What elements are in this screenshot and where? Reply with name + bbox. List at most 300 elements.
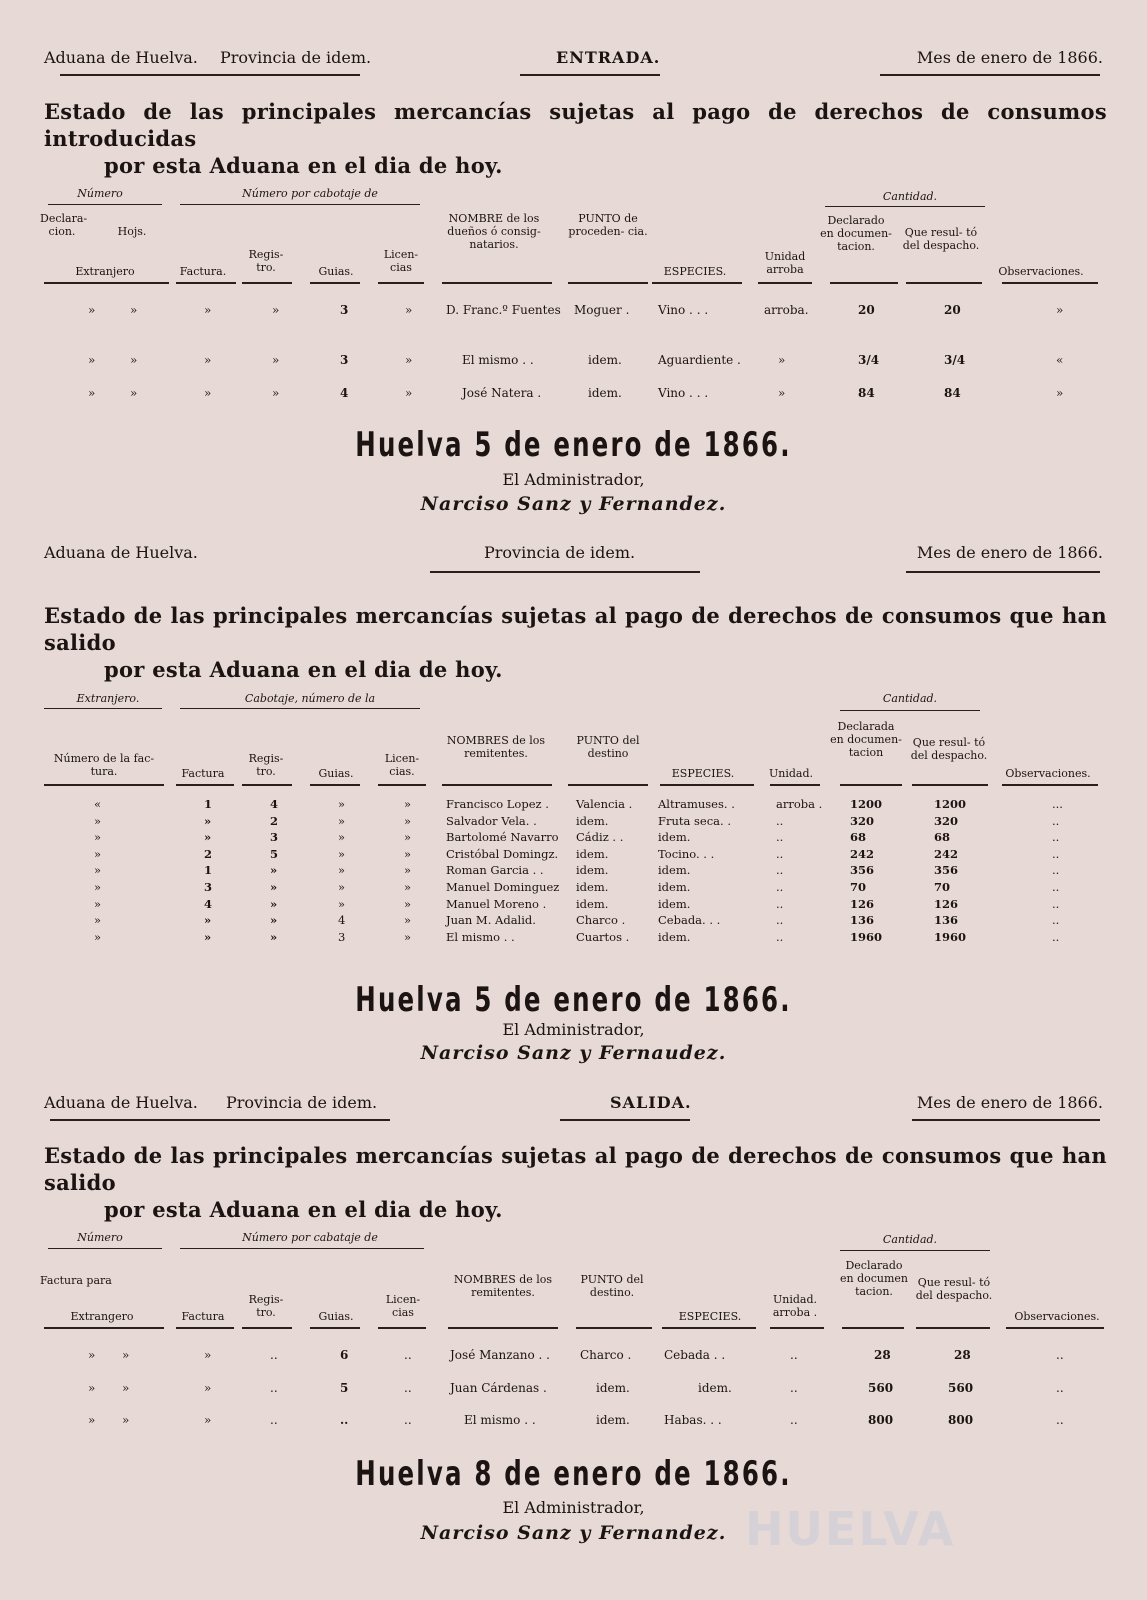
group-rule bbox=[48, 1248, 162, 1249]
cell-punto: idem. bbox=[576, 863, 609, 878]
col-numero-factura: Número de la fac- tura. bbox=[53, 752, 155, 778]
header-underline bbox=[442, 784, 552, 786]
cell-registro: 3 bbox=[270, 830, 279, 845]
cell-unidad: .. bbox=[776, 863, 784, 878]
cell-factura: 2 bbox=[204, 846, 213, 861]
col-especies: ESPECIES. bbox=[678, 1310, 742, 1323]
cell-guias: » bbox=[338, 830, 346, 845]
header-provincia: Provincia de idem. bbox=[220, 48, 372, 67]
cell-resulto: 1960 bbox=[934, 929, 967, 944]
cell-declarada: 68 bbox=[850, 830, 867, 845]
cell-unidad: .. bbox=[776, 929, 784, 944]
group-numero: Número bbox=[77, 187, 123, 200]
header-underline bbox=[1002, 282, 1098, 284]
header-underline bbox=[660, 784, 754, 786]
title-line: Estado de las principales mercancías sujetas al pago de derechos de consumos que han salido bbox=[44, 1143, 1107, 1195]
cell-numero: » bbox=[94, 913, 102, 928]
date-line: Huelva 5 de enero de 1866. bbox=[355, 425, 792, 465]
col-registro: Regis- tro. bbox=[248, 248, 284, 274]
title-line: por esta Aduana en el dia de hoy. bbox=[104, 657, 503, 682]
group-cabotaje: Cabotaje, número de la bbox=[244, 692, 376, 705]
cell-nombre: José Manzano . . bbox=[450, 1348, 550, 1362]
section-title bbox=[44, 602, 1107, 683]
cell-factura: » bbox=[204, 913, 212, 928]
col-factura-para: Factura para bbox=[40, 1274, 112, 1287]
cell-numero: » bbox=[94, 880, 102, 894]
col-nombre: NOMBRE de los dueños ó consig- natarios. bbox=[447, 212, 541, 251]
header-rule bbox=[60, 74, 360, 76]
cell-registro: 2 bbox=[270, 813, 279, 828]
header-underline bbox=[378, 282, 424, 284]
cell-unidad: » bbox=[778, 386, 786, 400]
cell-punto: Charco . bbox=[576, 913, 626, 928]
cell-registro: » bbox=[272, 353, 280, 367]
col-unidad: Unidad. bbox=[768, 767, 813, 780]
header-underline bbox=[758, 282, 812, 284]
cell-registro: .. bbox=[270, 1413, 278, 1427]
cell-obs: .. bbox=[1056, 1348, 1064, 1362]
col-unidad: Unidad arroba bbox=[764, 250, 806, 276]
header-underline bbox=[176, 784, 234, 786]
cell-nombre: Roman Garcia . . bbox=[446, 863, 544, 878]
cell-numero: » bbox=[94, 846, 102, 861]
header-underline bbox=[916, 1327, 990, 1329]
cell-especie: idem. bbox=[658, 896, 691, 911]
title-line: Estado de las principales mercancías sujetas al pago de derechos de consumos que han salido bbox=[44, 603, 1107, 655]
cell-licencias: » bbox=[404, 846, 412, 861]
cell-punto: idem. bbox=[576, 896, 609, 911]
cell-especie: Vino . . . bbox=[658, 303, 709, 317]
header-underline bbox=[378, 1327, 426, 1329]
header-underline bbox=[44, 282, 169, 284]
cell-resulto: 800 bbox=[948, 1413, 974, 1427]
cell-guias: » bbox=[338, 813, 346, 828]
cell-declarado: 800 bbox=[868, 1413, 894, 1427]
cell-unidad: .. bbox=[776, 896, 784, 911]
cell-declarada: 1960 bbox=[850, 929, 883, 944]
cell-nombre: Juan Cárdenas . bbox=[450, 1381, 547, 1395]
col-especies: ESPECIES. bbox=[663, 265, 727, 278]
cell-punto: idem. bbox=[576, 846, 609, 861]
cell-nombre: El mismo . . bbox=[462, 353, 534, 367]
cell-punto: Moguer . bbox=[574, 303, 630, 317]
col-resulto: Que resul- tó del despacho. bbox=[910, 736, 988, 762]
cell-factura: » bbox=[204, 929, 212, 944]
admin-label: El Administrador, bbox=[502, 1020, 645, 1039]
cell-obs: .. bbox=[1052, 863, 1060, 878]
cell-obs: .. bbox=[1056, 1381, 1064, 1395]
col-guias: Guias. bbox=[318, 1310, 354, 1323]
group-rule bbox=[180, 1248, 424, 1249]
cell-declarado: 560 bbox=[868, 1381, 894, 1395]
header-underline bbox=[310, 784, 360, 786]
cell-obs: « bbox=[1056, 353, 1064, 367]
cell-numero: » bbox=[94, 929, 102, 944]
cell-guias: 6 bbox=[340, 1348, 349, 1362]
admin-label: El Administrador, bbox=[502, 1498, 645, 1517]
header-underline bbox=[912, 784, 988, 786]
date-line: Huelva 8 de enero de 1866. bbox=[355, 1454, 792, 1494]
cell-licencias: .. bbox=[404, 1413, 412, 1427]
group-rule bbox=[48, 204, 162, 205]
header-rule bbox=[880, 74, 1100, 76]
cell-factura: » bbox=[204, 386, 212, 400]
header-underline bbox=[242, 282, 292, 284]
group-rule bbox=[840, 1250, 990, 1251]
header-underline bbox=[568, 784, 648, 786]
col-extranjero: Extranjero bbox=[75, 265, 135, 278]
cell-resulto: 1200 bbox=[934, 797, 967, 811]
cell-especie: Altramuses. . bbox=[658, 797, 735, 811]
cell-resulto: 320 bbox=[934, 813, 959, 828]
col-punto: PUNTO del destino bbox=[576, 734, 640, 760]
cell-b: » bbox=[122, 1413, 130, 1427]
cell-especie: idem. bbox=[658, 880, 691, 894]
cell-resulto: 28 bbox=[954, 1348, 971, 1362]
cell-especie: idem. bbox=[658, 929, 691, 944]
header-mes: Mes de enero de 1866. bbox=[916, 543, 1103, 562]
cell-b: » bbox=[130, 386, 138, 400]
header-underline bbox=[840, 784, 902, 786]
col-punto: PUNTO de proceden- cia. bbox=[568, 212, 648, 238]
cell-nombre: Salvador Vela. . bbox=[446, 813, 537, 828]
header-underline bbox=[44, 1327, 164, 1329]
group-cantidad: Cantidad. bbox=[882, 1233, 938, 1246]
cell-a: » bbox=[88, 353, 96, 367]
col-declarado: Declarado en documen- tacion. bbox=[820, 214, 892, 253]
signature: Narciso Sanz y Fernandez. bbox=[420, 493, 727, 515]
cell-licencias: » bbox=[404, 797, 412, 811]
cell-registro: » bbox=[270, 863, 278, 878]
cell-declarada: 126 bbox=[850, 896, 875, 911]
cell-resulto: 136 bbox=[934, 913, 959, 928]
cell-nombre: Bartolomé Navarro bbox=[446, 830, 559, 845]
header-mes: Mes de enero de 1866. bbox=[916, 1093, 1103, 1112]
cell-punto: Cádiz . . bbox=[576, 830, 624, 845]
admin-label: El Administrador, bbox=[502, 470, 645, 489]
cell-especie: idem. bbox=[658, 830, 691, 845]
cell-nombre: Manuel Dominguez bbox=[446, 880, 560, 894]
cell-a: » bbox=[88, 303, 96, 317]
cell-factura: 3 bbox=[204, 880, 213, 894]
col-factura: Factura bbox=[181, 767, 225, 780]
cell-especie: Cebada. . . bbox=[658, 913, 721, 928]
cell-factura: » bbox=[204, 813, 212, 828]
header-underline bbox=[176, 282, 236, 284]
cell-resulto: 84 bbox=[944, 386, 961, 400]
cell-declarada: 70 bbox=[850, 880, 867, 894]
cell-declarado: 28 bbox=[874, 1348, 891, 1362]
col-registro: Regis- tro. bbox=[248, 752, 284, 778]
cell-punto: Charco . bbox=[580, 1348, 632, 1362]
cell-b: » bbox=[130, 353, 138, 367]
cell-declarada: 356 bbox=[850, 863, 875, 878]
cell-factura: » bbox=[204, 1348, 212, 1362]
header-rule bbox=[912, 1119, 1100, 1121]
group-numero: Número bbox=[77, 1231, 123, 1244]
cell-licencias: » bbox=[405, 353, 413, 367]
cell-obs: .. bbox=[1052, 929, 1060, 944]
cell-especie: Cebada . . bbox=[664, 1348, 726, 1362]
cell-a: » bbox=[88, 386, 96, 400]
group-rule bbox=[180, 204, 420, 205]
header-underline bbox=[310, 282, 360, 284]
header-underline bbox=[576, 1327, 652, 1329]
cell-declarada: 320 bbox=[850, 813, 875, 828]
title-line: por esta Aduana en el dia de hoy. bbox=[104, 1197, 503, 1222]
cell-b: » bbox=[130, 303, 138, 317]
cell-obs: .. bbox=[1052, 830, 1060, 845]
col-unidad: Unidad. arroba . bbox=[772, 1293, 818, 1319]
cell-declarada: 136 bbox=[850, 913, 875, 928]
col-observaciones: Observaciones. bbox=[1014, 1310, 1100, 1323]
section-title bbox=[44, 1142, 1107, 1223]
group-rule bbox=[840, 710, 980, 711]
signature: Narciso Sanz y Fernaudez. bbox=[420, 1042, 727, 1064]
cell-guias: » bbox=[338, 880, 346, 894]
cell-resulto: 126 bbox=[934, 896, 959, 911]
cell-registro: .. bbox=[270, 1348, 278, 1362]
cell-obs: .. bbox=[1052, 896, 1060, 911]
header-underline bbox=[652, 282, 742, 284]
col-resulto: Que resul- tó del despacho. bbox=[915, 1276, 993, 1302]
cell-unidad: .. bbox=[776, 846, 784, 861]
title-line: Estado de las principales mercancías sujetas al pago de derechos de consumos introducidas bbox=[44, 99, 1107, 151]
header-underline bbox=[310, 1327, 360, 1329]
cell-unidad: arroba. bbox=[764, 303, 809, 317]
group-cabotaje: Número por cabataje de bbox=[242, 1231, 378, 1244]
header-underline bbox=[1002, 784, 1098, 786]
header-rule bbox=[430, 571, 700, 573]
cell-a: » bbox=[88, 1348, 96, 1362]
cell-unidad: .. bbox=[790, 1348, 798, 1362]
cell-b: » bbox=[122, 1348, 130, 1362]
cell-resulto: 70 bbox=[934, 880, 951, 894]
cell-especie: Vino . . . bbox=[658, 386, 709, 400]
cell-obs: .. bbox=[1052, 913, 1060, 928]
cell-guias: 3 bbox=[338, 929, 346, 944]
group-rule bbox=[825, 206, 985, 207]
cell-factura: » bbox=[204, 353, 212, 367]
date-line: Huelva 5 de enero de 1866. bbox=[355, 980, 792, 1020]
cell-licencias: » bbox=[404, 880, 412, 894]
col-punto: PUNTO del destino. bbox=[580, 1273, 644, 1299]
cell-obs: » bbox=[1056, 303, 1064, 317]
signature: Narciso Sanz y Fernandez. bbox=[420, 1522, 727, 1544]
cell-numero: » bbox=[94, 813, 102, 828]
header-rule bbox=[50, 1119, 390, 1121]
cell-registro: .. bbox=[270, 1381, 278, 1395]
section-header bbox=[44, 543, 1103, 567]
cell-unidad: .. bbox=[776, 880, 784, 894]
section-title bbox=[44, 98, 1107, 179]
col-hojas: Hojs. bbox=[117, 225, 147, 238]
cell-unidad: .. bbox=[790, 1413, 798, 1427]
cell-resulto: 242 bbox=[934, 846, 959, 861]
cell-resulto: 68 bbox=[934, 830, 951, 845]
cell-especie: idem. bbox=[658, 863, 691, 878]
group-cantidad: Cantidad. bbox=[882, 190, 938, 203]
cell-especie: idem. bbox=[698, 1381, 732, 1395]
col-licencias: Licen- cias bbox=[383, 248, 419, 274]
cell-especie: Aguardiente . bbox=[658, 353, 741, 367]
cell-guias: 3 bbox=[340, 353, 349, 367]
cell-licencias: » bbox=[404, 813, 412, 828]
cell-punto: Cuartos . bbox=[576, 929, 630, 944]
cell-registro: » bbox=[270, 913, 278, 928]
cell-punto: idem. bbox=[576, 880, 609, 894]
header-aduana: Aduana de Huelva. bbox=[44, 1093, 198, 1112]
group-rule bbox=[44, 708, 162, 709]
cell-factura: » bbox=[204, 830, 212, 845]
header-underline bbox=[242, 1327, 292, 1329]
col-nombres: NOMBRES de los remitentes. bbox=[446, 734, 546, 760]
col-guias: Guias. bbox=[318, 767, 354, 780]
cell-declarada: 1200 bbox=[850, 797, 883, 811]
cell-nombre: Francisco Lopez . bbox=[446, 797, 549, 811]
cell-nombre: El mismo . . bbox=[446, 929, 515, 944]
col-declarado: Declarado en documen tacion. bbox=[839, 1259, 909, 1298]
section-header bbox=[44, 1093, 1103, 1117]
header-underline bbox=[242, 784, 292, 786]
cell-numero: « bbox=[94, 797, 102, 811]
cell-punto: idem. bbox=[576, 813, 609, 828]
cell-factura: 1 bbox=[204, 797, 213, 811]
cell-unidad: » bbox=[778, 353, 786, 367]
group-cabotaje: Número por cabotaje de bbox=[242, 187, 378, 200]
cell-factura: » bbox=[204, 1413, 212, 1427]
cell-unidad: .. bbox=[776, 813, 784, 828]
col-declarada: Declarada en documen- tacion bbox=[830, 720, 902, 759]
col-licencias: Licen- cias bbox=[385, 1293, 421, 1319]
header-underline bbox=[442, 282, 552, 284]
cell-resulto: 3/4 bbox=[944, 353, 966, 367]
cell-guias: » bbox=[338, 846, 346, 861]
cell-especie: Habas. . . bbox=[664, 1413, 722, 1427]
cell-resulto: 356 bbox=[934, 863, 959, 878]
cell-punto: idem. bbox=[596, 1381, 630, 1395]
cell-registro: » bbox=[270, 929, 278, 944]
cell-resulto: 560 bbox=[948, 1381, 974, 1395]
header-underline bbox=[568, 282, 648, 284]
header-underline bbox=[448, 1327, 558, 1329]
cell-registro: » bbox=[272, 386, 280, 400]
cell-licencias: » bbox=[405, 303, 413, 317]
cell-registro: 5 bbox=[270, 846, 279, 861]
header-mes: Mes de enero de 1866. bbox=[916, 48, 1103, 67]
cell-numero: » bbox=[94, 830, 102, 845]
col-declaracion: Declara- cion. bbox=[40, 212, 88, 238]
header-rule bbox=[560, 1119, 690, 1121]
cell-licencias: » bbox=[404, 863, 412, 878]
col-observaciones: Observaciones. bbox=[998, 265, 1084, 278]
cell-guias: » bbox=[338, 863, 346, 878]
cell-nombre: Cristóbal Domingz. bbox=[446, 846, 559, 861]
cell-guias: » bbox=[338, 896, 346, 911]
header-aduana: Aduana de Huelva. bbox=[44, 543, 198, 562]
cell-nombre: Juan M. Adalid. bbox=[446, 913, 536, 928]
cell-punto: Valencia . bbox=[576, 797, 633, 811]
cell-registro: » bbox=[272, 303, 280, 317]
cell-licencias: » bbox=[404, 913, 412, 928]
col-observaciones: Observaciones. bbox=[1005, 767, 1091, 780]
header-tipo: ENTRADA. bbox=[556, 48, 661, 67]
cell-a: » bbox=[88, 1413, 96, 1427]
cell-nombre: D. Franc.º Fuentes bbox=[446, 303, 561, 317]
cell-licencias: » bbox=[405, 386, 413, 400]
cell-obs: » bbox=[1056, 386, 1064, 400]
cell-declarado: 3/4 bbox=[858, 353, 880, 367]
title-line: por esta Aduana en el dia de hoy. bbox=[104, 153, 503, 178]
cell-punto: idem. bbox=[588, 353, 622, 367]
header-underline bbox=[906, 282, 982, 284]
cell-b: » bbox=[122, 1381, 130, 1395]
header-aduana: Aduana de Huelva. bbox=[44, 48, 198, 67]
col-factura: Factura. bbox=[179, 265, 227, 278]
header-provincia: Provincia de idem. bbox=[484, 543, 636, 562]
cell-licencias: » bbox=[404, 896, 412, 911]
header-rule bbox=[906, 571, 1100, 573]
group-extranjero: Extranjero. bbox=[76, 692, 140, 705]
cell-a: » bbox=[88, 1381, 96, 1395]
cell-obs: .. bbox=[1056, 1413, 1064, 1427]
header-underline bbox=[770, 1327, 824, 1329]
cell-obs: .. bbox=[1052, 846, 1060, 861]
cell-factura: 4 bbox=[204, 896, 213, 911]
header-underline bbox=[770, 784, 820, 786]
header-underline bbox=[830, 282, 898, 284]
cell-licencias: .. bbox=[404, 1348, 412, 1362]
cell-nombre: José Natera . bbox=[462, 386, 542, 400]
cell-licencias: » bbox=[404, 830, 412, 845]
cell-unidad: .. bbox=[776, 913, 784, 928]
cell-declarado: 20 bbox=[858, 303, 875, 317]
header-provincia: Provincia de idem. bbox=[226, 1093, 378, 1112]
cell-declarado: 84 bbox=[858, 386, 875, 400]
header-underline bbox=[662, 1327, 756, 1329]
cell-guias: 4 bbox=[338, 913, 346, 928]
cell-guias: 4 bbox=[340, 386, 349, 400]
col-factura: Factura bbox=[181, 1310, 225, 1323]
cell-licencias: » bbox=[404, 929, 412, 944]
cell-numero: » bbox=[94, 896, 102, 911]
cell-numero: » bbox=[94, 863, 102, 878]
col-extrangero: Extrangero bbox=[70, 1310, 134, 1323]
section-header bbox=[44, 48, 1103, 72]
col-especies: ESPECIES. bbox=[671, 767, 735, 780]
col-licencias: Licen- cias. bbox=[384, 752, 420, 778]
cell-unidad: .. bbox=[790, 1381, 798, 1395]
group-cantidad: Cantidad. bbox=[882, 692, 938, 705]
col-registro: Regis- tro. bbox=[248, 1293, 284, 1319]
col-resulto: Que resul- tó del despacho. bbox=[902, 226, 980, 252]
group-rule bbox=[180, 708, 420, 709]
cell-unidad: arroba . bbox=[776, 797, 823, 811]
cell-punto: idem. bbox=[588, 386, 622, 400]
cell-guias: 3 bbox=[340, 303, 349, 317]
cell-nombre: Manuel Moreno . bbox=[446, 896, 547, 911]
col-nombres: NOMBRES de los remitentes. bbox=[453, 1273, 553, 1299]
cell-registro: 4 bbox=[270, 797, 279, 811]
header-underline bbox=[842, 1327, 904, 1329]
header-underline bbox=[176, 1327, 234, 1329]
cell-factura: » bbox=[204, 1381, 212, 1395]
cell-especie: Fruta seca. . bbox=[658, 813, 731, 828]
cell-punto: idem. bbox=[596, 1413, 630, 1427]
cell-especie: Tocino. . . bbox=[658, 846, 715, 861]
cell-declarada: 242 bbox=[850, 846, 875, 861]
header-underline bbox=[1006, 1327, 1104, 1329]
